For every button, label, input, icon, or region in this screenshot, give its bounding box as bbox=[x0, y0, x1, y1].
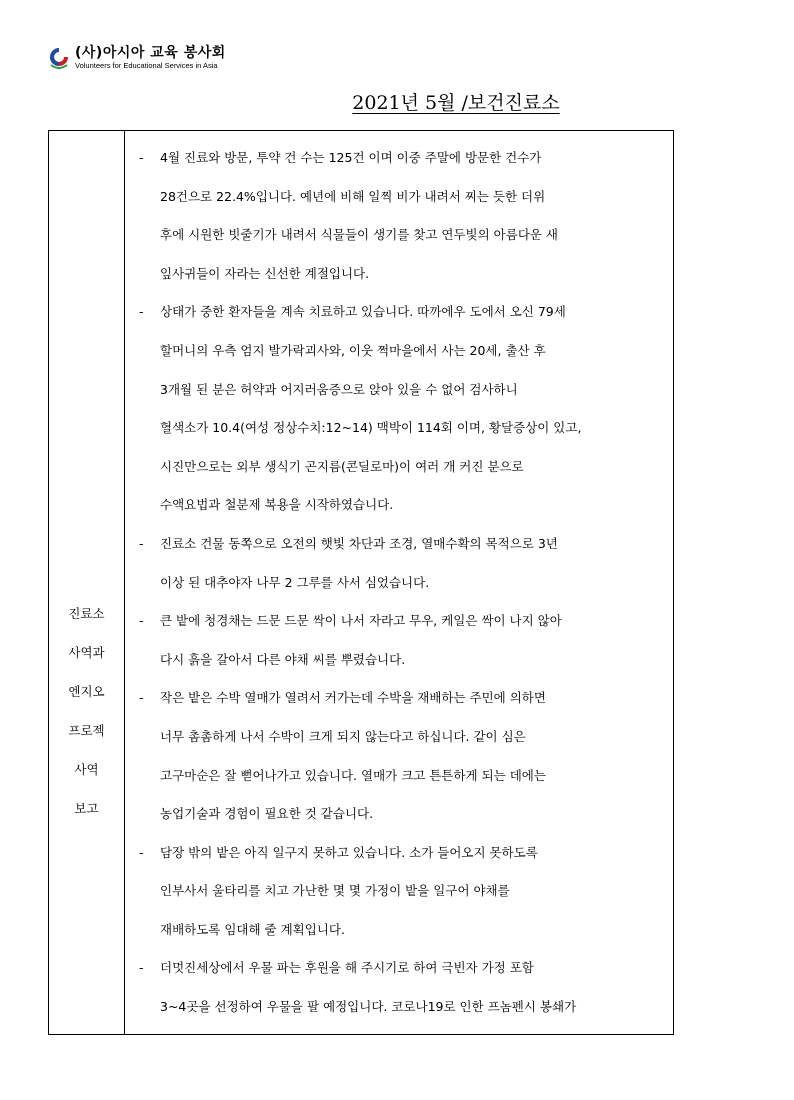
report-bullet-item bbox=[135, 602, 669, 679]
report-text-line: 3~4곳을 선정하여 우물을 팔 예정입니다. 코로나19로 인한 프놈펜시 봉쇄가 bbox=[160, 999, 577, 1015]
report-text-line: 너무 촘촘하게 나서 수박이 크게 되지 않는다고 하십니다. 같이 심은 bbox=[160, 728, 526, 744]
bullet-dash: - bbox=[139, 690, 144, 706]
bullet-dash: - bbox=[139, 613, 144, 629]
report-text-line: 고구마순은 잘 뻗어나가고 있습니다. 열매가 크고 튼튼하게 되는 데에는 bbox=[160, 767, 546, 783]
report-text-line: 후에 시원한 빗줄기가 내려서 식물들이 생기를 찾고 연두빛의 아름다운 새 bbox=[160, 227, 559, 243]
report-text-line: 이상 된 대추야자 나무 2 그루를 사서 심었습니다. bbox=[160, 574, 430, 590]
organization-logo bbox=[48, 46, 226, 70]
report-bullet-item bbox=[135, 949, 669, 1026]
bullet-dash: - bbox=[139, 844, 144, 860]
logo-mark-icon bbox=[48, 47, 70, 69]
report-text-line: 수액요법과 철분제 복용을 시작하였습니다. bbox=[160, 497, 394, 513]
report-bullet-item bbox=[135, 525, 669, 602]
bullet-dash: - bbox=[139, 304, 144, 320]
report-text-line: 3개월 된 분은 허약과 어지러움증으로 앉아 있을 수 없어 검사하니 bbox=[160, 381, 518, 397]
report-text-line: 재배하도록 임대해 줄 계획입니다. bbox=[160, 921, 345, 937]
report-table bbox=[48, 130, 674, 1035]
document-title-text: 2021년 5월 /보건진료소 bbox=[352, 92, 560, 114]
logo-name: (사)아시아 교육 봉사회 bbox=[75, 45, 226, 61]
report-text-line: 시진만으로는 외부 생식기 곤지름(콘딜로마)이 여러 개 커진 분으로 bbox=[160, 458, 524, 474]
report-text-line: 4월 진료와 방문, 투약 건 수는 125건 이며 이중 주말에 방문한 건수가 bbox=[160, 150, 542, 165]
report-text-line: 혈색소가 10.4(여성 정상수치:12~14) 맥박이 114회 이며, 황달증상이 있고, bbox=[160, 420, 582, 436]
report-text-line: 인부사서 울타리를 치고 가난한 몇 몇 가정이 밭을 일구어 야채를 bbox=[160, 883, 510, 899]
logo-subtitle: Volunteers for Educational Services in Asia bbox=[75, 61, 218, 70]
bullet-dash: - bbox=[139, 535, 144, 551]
report-bullet-item bbox=[135, 293, 669, 525]
report-text-line: 진료소 건물 동쪽으로 오전의 햇빛 차단과 조경, 열매수확의 목적으로 3년 bbox=[160, 535, 558, 551]
report-text-line: 큰 밭에 청경채는 드문 드문 싹이 나서 자라고 무우, 케일은 싹이 나지 않아 bbox=[160, 613, 562, 629]
report-body-cell bbox=[135, 139, 669, 1027]
report-text-line: 할머니의 우측 엄지 발가락괴사와, 이웃 쩍마을에서 사는 20세, 출산 후 bbox=[160, 342, 546, 358]
report-text-line: 더멋진세상에서 우물 파는 후원을 해 주시기로 하여 극빈자 가정 포함 bbox=[160, 960, 534, 976]
bullet-dash: - bbox=[139, 960, 144, 976]
document-title bbox=[0, 88, 794, 115]
section-label-line: 사역 bbox=[74, 762, 99, 777]
report-text-line: 상태가 중한 환자들을 계속 치료하고 있습니다. 따까에우 도에서 오신 79세 bbox=[160, 304, 566, 320]
report-bullet-item bbox=[135, 834, 669, 950]
section-label-cell bbox=[49, 594, 124, 828]
section-label-line: 진료소 bbox=[68, 606, 105, 621]
report-text-line: 작은 밭은 수박 열매가 열려서 커가는데 수박을 재배하는 주민에 의하면 bbox=[160, 690, 546, 706]
section-label-line: 보고 bbox=[74, 801, 99, 816]
report-text-line: 담장 밖의 밭은 아직 일구지 못하고 있습니다. 소가 들어오지 못하도록 bbox=[160, 844, 538, 860]
section-label-line: 프로젝 bbox=[68, 723, 105, 738]
report-bullet-item bbox=[135, 679, 669, 833]
report-bullet-item bbox=[135, 139, 669, 293]
bullet-dash: - bbox=[139, 150, 144, 165]
report-text-line: 잎사귀들이 자라는 신선한 계절입니다. bbox=[160, 265, 370, 281]
section-label-line: 사역과 bbox=[68, 645, 105, 660]
section-label-line: 엔지오 bbox=[68, 684, 105, 699]
report-text-line: 다시 흙을 갈아서 다른 야채 씨를 뿌렸습니다. bbox=[160, 651, 406, 667]
column-divider bbox=[124, 131, 125, 1034]
report-text-line: 28건으로 22.4%입니다. 예년에 비해 일찍 비가 내려서 찌는 듯한 더위 bbox=[160, 188, 546, 204]
report-text-line: 농업기술과 경험이 필요한 것 같습니다. bbox=[160, 806, 374, 822]
